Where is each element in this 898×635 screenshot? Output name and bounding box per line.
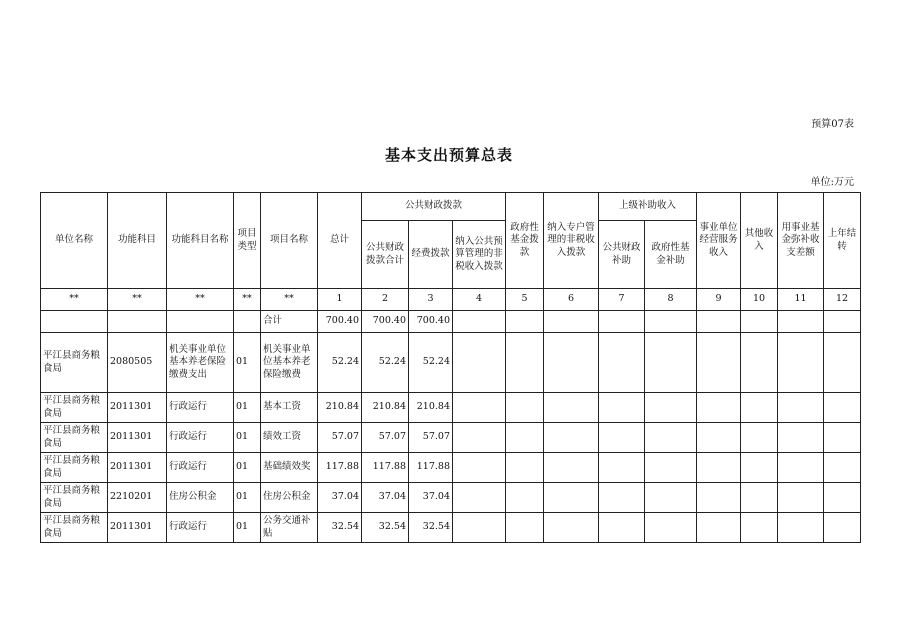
cell-item-type: 01: [234, 423, 261, 453]
cell-unit: 平江县商务粮食局: [41, 333, 108, 393]
cell-func-code: 2011301: [108, 453, 167, 483]
empty-cell: [697, 393, 741, 423]
col-func-name: 功能科目名称: [167, 193, 234, 289]
empty-cell: [599, 453, 645, 483]
cell-pf-funding: 32.54: [409, 513, 453, 543]
cell-func-code: 2011301: [108, 393, 167, 423]
cell-item-type: 01: [234, 453, 261, 483]
col-prev-carryover: 上年结转: [824, 193, 861, 289]
cell-item-type: 01: [234, 513, 261, 543]
empty-cell: [599, 393, 645, 423]
empty-cell: [645, 513, 697, 543]
empty-cell: [824, 483, 861, 513]
empty-cell: [778, 513, 824, 543]
empty-cell: [697, 423, 741, 453]
col-sup-public: 公共财政补助: [599, 221, 645, 289]
col-pf-funding: 经费拨款: [409, 221, 453, 289]
index-cell: 4: [453, 289, 506, 311]
empty-cell: [599, 423, 645, 453]
cell-func-code: 2080505: [108, 333, 167, 393]
cell-pf-subtotal: 37.04: [362, 483, 409, 513]
cell-pf-subtotal: 57.07: [362, 423, 409, 453]
cell-item-type: 01: [234, 333, 261, 393]
index-cell: 10: [741, 289, 778, 311]
cell-unit: 平江县商务粮食局: [41, 513, 108, 543]
index-cell: 11: [778, 289, 824, 311]
cell-pf-funding: 117.88: [409, 453, 453, 483]
empty-cell: [645, 311, 697, 333]
empty-cell: [453, 483, 506, 513]
empty-cell: [544, 453, 599, 483]
cell-total: 32.54: [318, 513, 362, 543]
empty-cell: [453, 423, 506, 453]
empty-cell: [645, 393, 697, 423]
col-total: 总计: [318, 193, 362, 289]
empty-cell: [824, 311, 861, 333]
index-cell: 9: [697, 289, 741, 311]
empty-cell: [506, 453, 544, 483]
cell-unit: 平江县商务粮食局: [41, 483, 108, 513]
empty-cell: [506, 333, 544, 393]
index-cell: **: [234, 289, 261, 311]
empty-cell: [778, 453, 824, 483]
empty-cell: [645, 483, 697, 513]
index-cell: 5: [506, 289, 544, 311]
cell-pf-subtotal: 52.24: [362, 333, 409, 393]
empty-cell: [453, 333, 506, 393]
empty-cell: [506, 483, 544, 513]
empty-cell: [824, 333, 861, 393]
col-item-name: 项目名称: [261, 193, 318, 289]
empty-cell: [599, 483, 645, 513]
page-title: 基本支出预算总表: [384, 146, 513, 164]
empty-cell: [697, 483, 741, 513]
cell-func-name: 行政运行: [167, 513, 234, 543]
index-cell: **: [167, 289, 234, 311]
cell-func-name: 行政运行: [167, 423, 234, 453]
cell-item-name: 基础绩效奖: [261, 453, 318, 483]
cell-total: 117.88: [318, 453, 362, 483]
cell-total: 210.84: [318, 393, 362, 423]
empty-cell: [544, 393, 599, 423]
header-row-1: [41, 193, 861, 221]
col-item-type: 项目类型: [234, 193, 261, 289]
col-pf-subtotal: 公共财政拨款合计: [362, 221, 409, 289]
empty-cell: [599, 311, 645, 333]
total-amount: 700.40: [318, 311, 362, 333]
index-cell: **: [261, 289, 318, 311]
index-cell: 7: [599, 289, 645, 311]
empty-cell: [453, 513, 506, 543]
empty-cell: [741, 423, 778, 453]
col-group-public-fiscal: 公共财政拨款: [362, 193, 506, 221]
empty-cell: [645, 423, 697, 453]
cell-total: 37.04: [318, 483, 362, 513]
col-pf-nontax: 纳入公共预算管理的非税收入拨款: [453, 221, 506, 289]
empty-cell: [506, 513, 544, 543]
empty-cell: [697, 513, 741, 543]
empty-cell: [741, 333, 778, 393]
empty-cell: [697, 453, 741, 483]
cell-item-name: 住房公积金: [261, 483, 318, 513]
total-row: [41, 311, 861, 333]
empty-cell: [506, 393, 544, 423]
col-func-code: 功能科目: [108, 193, 167, 289]
empty-cell: [453, 453, 506, 483]
cell-total: 57.07: [318, 423, 362, 453]
empty-cell: [599, 513, 645, 543]
empty-cell: [741, 453, 778, 483]
empty-cell: [824, 453, 861, 483]
col-other-income: 其他收入: [741, 193, 778, 289]
index-cell: 1: [318, 289, 362, 311]
col-fund-balance: 用事业基金弥补收支差额: [778, 193, 824, 289]
empty-cell: [506, 423, 544, 453]
empty-cell: [645, 453, 697, 483]
empty-cell: [741, 513, 778, 543]
cell-item-name: 机关事业单位基本养老保险缴费: [261, 333, 318, 393]
index-cell: 8: [645, 289, 697, 311]
empty-cell: [778, 423, 824, 453]
empty-cell: [697, 311, 741, 333]
cell-pf-funding: 52.24: [409, 333, 453, 393]
table-row: [41, 513, 861, 543]
col-special-nontax: 纳入专户管理的非税收入拨款: [544, 193, 599, 289]
cell-func-name: 机关事业单位基本养老保险缴费支出: [167, 333, 234, 393]
cell-total: 52.24: [318, 333, 362, 393]
empty-cell: [167, 311, 234, 333]
col-unit-name: 单位名称: [41, 193, 108, 289]
empty-cell: [824, 393, 861, 423]
empty-cell: [544, 513, 599, 543]
col-business-income: 事业单位经营服务收入: [697, 193, 741, 289]
empty-cell: [544, 483, 599, 513]
cell-pf-subtotal: 32.54: [362, 513, 409, 543]
cell-pf-subtotal: 210.84: [362, 393, 409, 423]
table-row: [41, 333, 861, 393]
cell-item-type: 01: [234, 483, 261, 513]
empty-cell: [778, 311, 824, 333]
index-cell: **: [108, 289, 167, 311]
index-cell: 3: [409, 289, 453, 311]
empty-cell: [544, 333, 599, 393]
col-group-superior-subsidy: 上级补助收入: [599, 193, 697, 221]
cell-item-name: 公务交通补贴: [261, 513, 318, 543]
empty-cell: [453, 393, 506, 423]
unit-label: 单位:万元: [810, 177, 854, 188]
empty-cell: [108, 311, 167, 333]
cell-pf-funding: 37.04: [409, 483, 453, 513]
empty-cell: [599, 333, 645, 393]
empty-cell: [741, 483, 778, 513]
cell-func-name: 行政运行: [167, 453, 234, 483]
cell-pf-funding: 210.84: [409, 393, 453, 423]
empty-cell: [544, 423, 599, 453]
index-row: [41, 289, 861, 311]
table-row: [41, 393, 861, 423]
empty-cell: [453, 311, 506, 333]
cell-unit: 平江县商务粮食局: [41, 453, 108, 483]
cell-pf-subtotal: 117.88: [362, 453, 409, 483]
budget-table: [40, 192, 861, 543]
empty-cell: [778, 333, 824, 393]
empty-cell: [824, 513, 861, 543]
cell-func-code: 2011301: [108, 423, 167, 453]
cell-unit: 平江县商务粮食局: [41, 423, 108, 453]
empty-cell: [824, 423, 861, 453]
cell-func-code: 2011301: [108, 513, 167, 543]
empty-cell: [645, 333, 697, 393]
total-pf-funding: 700.40: [409, 311, 453, 333]
cell-func-name: 行政运行: [167, 393, 234, 423]
empty-cell: [544, 311, 599, 333]
empty-cell: [741, 393, 778, 423]
total-pf-subtotal: 700.40: [362, 311, 409, 333]
empty-cell: [741, 311, 778, 333]
empty-cell: [41, 311, 108, 333]
col-gov-fund: 政府性基金拨款: [506, 193, 544, 289]
table-row: [41, 483, 861, 513]
cell-func-name: 住房公积金: [167, 483, 234, 513]
index-cell: 2: [362, 289, 409, 311]
cell-item-type: 01: [234, 393, 261, 423]
empty-cell: [506, 311, 544, 333]
cell-func-code: 2210201: [108, 483, 167, 513]
empty-cell: [778, 393, 824, 423]
table-row: [41, 423, 861, 453]
empty-cell: [697, 333, 741, 393]
empty-cell: [234, 311, 261, 333]
table-number: 预算07表: [811, 119, 854, 130]
cell-pf-funding: 57.07: [409, 423, 453, 453]
col-sup-gov-fund: 政府性基金补助: [645, 221, 697, 289]
table-row: [41, 453, 861, 483]
cell-unit: 平江县商务粮食局: [41, 393, 108, 423]
empty-cell: [778, 483, 824, 513]
cell-item-name: 绩效工资: [261, 423, 318, 453]
index-cell: 6: [544, 289, 599, 311]
total-label: 合计: [261, 311, 318, 333]
index-cell: 12: [824, 289, 861, 311]
cell-item-name: 基本工资: [261, 393, 318, 423]
index-cell: **: [41, 289, 108, 311]
